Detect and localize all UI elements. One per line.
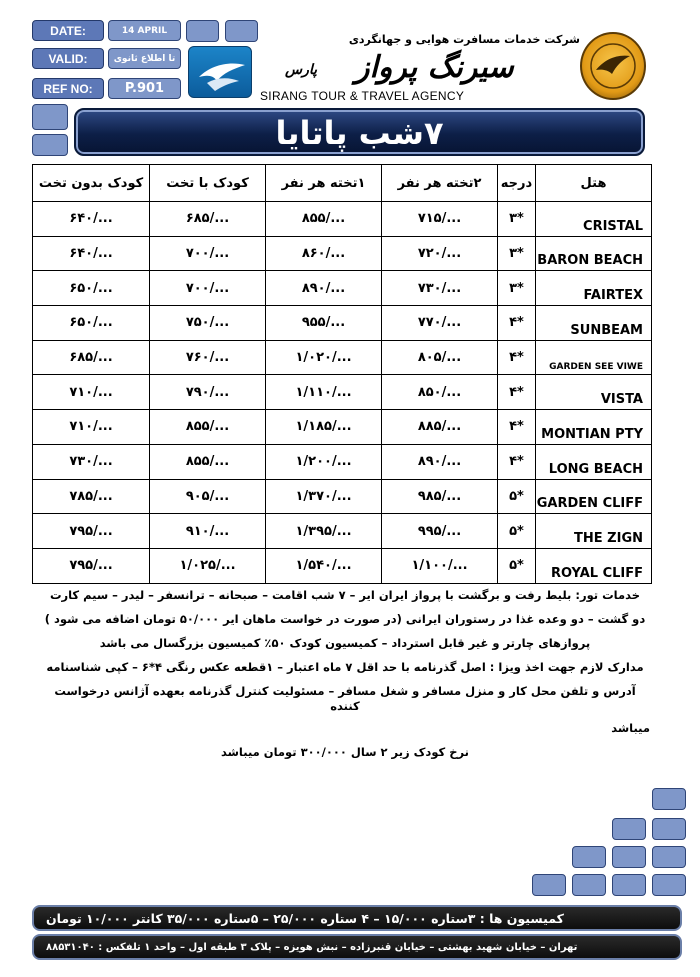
brand-name-fa: سیرنگ پرواز xyxy=(355,50,514,85)
decor-tile xyxy=(652,818,686,840)
cell-child-nobed: ۷۹۵/... xyxy=(33,548,150,583)
cell-double: ۹۹۵/... xyxy=(382,514,498,549)
note-child: نرخ کودک زیر ۲ سال ۳۰۰/۰۰۰ تومان میباشد xyxy=(220,745,469,759)
header-child-nobed: کودک بدون تخت xyxy=(33,165,150,202)
cell-grade: ۵* xyxy=(498,479,536,514)
cell-grade: ۴* xyxy=(498,306,536,341)
cell-double: ۷۳۰/... xyxy=(382,271,498,306)
cell-hotel: LONG BEACH xyxy=(536,444,652,479)
table-row xyxy=(33,202,652,237)
airline-logo xyxy=(188,46,252,98)
decor-tile xyxy=(225,20,258,42)
decor-tile xyxy=(652,788,686,810)
decor-tile xyxy=(572,874,606,896)
cell-child-bed: ۷۵۰/... xyxy=(150,306,266,341)
brand-name-fa-small: پارس xyxy=(285,62,318,78)
ref-value: P.901 xyxy=(108,78,181,99)
cell-child-nobed: ۷۹۵/... xyxy=(33,514,150,549)
cell-child-bed: ۸۵۵/... xyxy=(150,410,266,445)
company-name-fa: شرکت خدمات مسافرت هوایی و جهانگردی xyxy=(348,33,580,46)
agency-emblem xyxy=(580,32,646,100)
cell-hotel: THE ZIGN xyxy=(536,514,652,549)
decor-tile xyxy=(532,874,566,896)
decor-tile xyxy=(652,874,686,896)
cell-double: ۸۸۵/... xyxy=(382,410,498,445)
notes-block xyxy=(40,588,650,769)
cell-single: ۹۵۵/... xyxy=(266,306,382,341)
note-docs-1: مدارک لازم جهت اخذ ویزا : اصل گذرنامه با حد اقل ۷ ماه اعتبار – ۱قطعه عکس رنگی ۴*۶ – کپی شناسنامه xyxy=(46,660,644,674)
header-double: ۲تخته هر نفر xyxy=(382,165,498,202)
decor-tile xyxy=(612,874,646,896)
cell-child-bed: ۹۰۵/... xyxy=(150,479,266,514)
table-row xyxy=(33,236,652,271)
cell-child-bed: ۱/۰۲۵/... xyxy=(150,548,266,583)
cell-hotel: VISTA xyxy=(536,375,652,410)
cell-hotel: ROYAL CLIFF xyxy=(536,548,652,583)
cell-grade: ۳* xyxy=(498,202,536,237)
brand-name-en: SIRANG TOUR & TRAVEL AGENCY xyxy=(260,89,465,103)
decor-tile xyxy=(572,846,606,868)
cell-double: ۸۹۰/... xyxy=(382,444,498,479)
address-text: تهران – خیابان شهید بهشتی – خیابان قنبرزاده – نبش هویزه – پلاک ۳ طبقه اول – واحد ۱ تلفکس : ۸۸۵۳۱۰۴۰ xyxy=(46,941,578,953)
cell-child-bed: ۹۱۰/... xyxy=(150,514,266,549)
cell-grade: ۴* xyxy=(498,444,536,479)
cell-grade: ۴* xyxy=(498,410,536,445)
date-value: 14 APRIL xyxy=(108,20,181,41)
address-bar xyxy=(32,934,682,960)
note-services-1: خدمات تور: بلیط رفت و برگشت با پرواز ایران ایر – ۷ شب اقامت – صبحانه – ترانسفر – لیدر – سیم کارت xyxy=(49,588,641,602)
commission-bar xyxy=(32,905,682,931)
cell-single: ۸۵۵/... xyxy=(266,202,382,237)
cell-double: ۷۱۵/... xyxy=(382,202,498,237)
cell-single: ۸۶۰/... xyxy=(266,236,382,271)
cell-grade: ۵* xyxy=(498,514,536,549)
cell-grade: ۴* xyxy=(498,340,536,375)
cell-hotel: CRISTAL xyxy=(536,202,652,237)
table-row xyxy=(33,514,652,549)
cell-double: ۸۵۰/... xyxy=(382,375,498,410)
cell-grade: ۵* xyxy=(498,548,536,583)
bird-icon xyxy=(189,47,253,99)
decor-tile xyxy=(652,846,686,868)
cell-child-nobed: ۷۱۰/... xyxy=(33,410,150,445)
page-title: ۷شب پاتایا xyxy=(275,114,444,152)
decor-tile xyxy=(32,134,68,156)
decor-tile xyxy=(32,104,68,130)
cell-grade: ۳* xyxy=(498,271,536,306)
table-header-row xyxy=(33,165,652,202)
cell-double: ۹۸۵/... xyxy=(382,479,498,514)
cell-hotel: MONTIAN PTY xyxy=(536,410,652,445)
cell-child-nobed: ۶۸۵/... xyxy=(33,340,150,375)
decor-tile xyxy=(186,20,219,42)
table-row xyxy=(33,444,652,479)
cell-grade: ۳* xyxy=(498,236,536,271)
cell-single: ۱/۱۱۰/... xyxy=(266,375,382,410)
cell-child-nobed: ۶۵۰/... xyxy=(33,271,150,306)
cell-grade: ۴* xyxy=(498,375,536,410)
cell-single: ۱/۰۲۰/... xyxy=(266,340,382,375)
cell-hotel: SUNBEAM xyxy=(536,306,652,341)
header-grade: درجه xyxy=(498,165,536,202)
cell-child-bed: ۷۶۰/... xyxy=(150,340,266,375)
cell-child-nobed: ۷۱۰/... xyxy=(33,375,150,410)
cell-single: ۸۹۰/... xyxy=(266,271,382,306)
header-hotel: هتل xyxy=(536,165,652,202)
note-services-3: پروازهای چارتر و غیر قابل استرداد – کمیسیون کودک ۵۰٪ کمیسیون بزرگسال می باشد xyxy=(99,636,591,650)
header-single: ۱تخته هر نفر xyxy=(266,165,382,202)
cell-child-nobed: ۶۴۰/... xyxy=(33,202,150,237)
table-row xyxy=(33,306,652,341)
header-child-bed: کودک با تخت xyxy=(150,165,266,202)
cell-child-bed: ۷۰۰/... xyxy=(150,236,266,271)
cell-child-nobed: ۷۸۵/... xyxy=(33,479,150,514)
table-row xyxy=(33,375,652,410)
note-docs-2: آدرس و تلفن محل کار و منزل مسافر و شغل مسافر – مسئولیت کنترل گذرنامه بعهده آژانس درخواست کننده xyxy=(54,684,636,713)
ref-label: REF NO: xyxy=(32,78,104,99)
cell-hotel: BARON BEACH xyxy=(536,236,652,271)
cell-single: ۱/۳۷۰/... xyxy=(266,479,382,514)
cell-child-nobed: ۶۴۰/... xyxy=(33,236,150,271)
cell-hotel: GARDEN CLIFF xyxy=(536,479,652,514)
cell-double: ۷۲۰/... xyxy=(382,236,498,271)
note-docs-3: میباشد xyxy=(611,721,650,735)
cell-single: ۱/۳۹۵/... xyxy=(266,514,382,549)
note-services-2: دو گشت – دو وعده غذا در رستوران ایرانی (در صورت در خواست ماهان ایر ۵۰/۰۰۰ تومان اضافه می شود ) xyxy=(44,612,646,626)
cell-hotel: GARDEN SEE VIWE xyxy=(536,340,652,375)
title-banner xyxy=(74,108,645,156)
cell-child-bed: ۸۵۵/... xyxy=(150,444,266,479)
bird-emblem-icon xyxy=(582,34,644,98)
cell-child-nobed: ۷۳۰/... xyxy=(33,444,150,479)
cell-single: ۱/۱۸۵/... xyxy=(266,410,382,445)
valid-value: تا اطلاع ثانوی xyxy=(108,48,181,69)
valid-label: VALID: xyxy=(32,48,104,69)
table-row xyxy=(33,271,652,306)
cell-double: ۸۰۵/... xyxy=(382,340,498,375)
date-label: DATE: xyxy=(32,20,104,41)
cell-child-nobed: ۶۵۰/... xyxy=(33,306,150,341)
decor-tile xyxy=(612,846,646,868)
cell-child-bed: ۷۰۰/... xyxy=(150,271,266,306)
table-row xyxy=(33,548,652,583)
table-row xyxy=(33,479,652,514)
cell-double: ۷۷۰/... xyxy=(382,306,498,341)
cell-hotel: FAIRTEX xyxy=(536,271,652,306)
commission-text: کمیسیون ها : ۳ستاره ۱۵/۰۰۰ – ۴ ستاره ۲۵/۰۰۰ – ۵ستاره ۳۵/۰۰۰ کانتر ۱۰/۰۰۰ تومان xyxy=(46,910,564,926)
cell-child-bed: ۷۹۰/... xyxy=(150,375,266,410)
decor-tile xyxy=(612,818,646,840)
cell-double: ۱/۱۰۰/... xyxy=(382,548,498,583)
cell-child-bed: ۶۸۵/... xyxy=(150,202,266,237)
price-table xyxy=(32,164,652,584)
cell-single: ۱/۲۰۰/... xyxy=(266,444,382,479)
table-row xyxy=(33,340,652,375)
cell-single: ۱/۵۴۰/... xyxy=(266,548,382,583)
table-row xyxy=(33,410,652,445)
